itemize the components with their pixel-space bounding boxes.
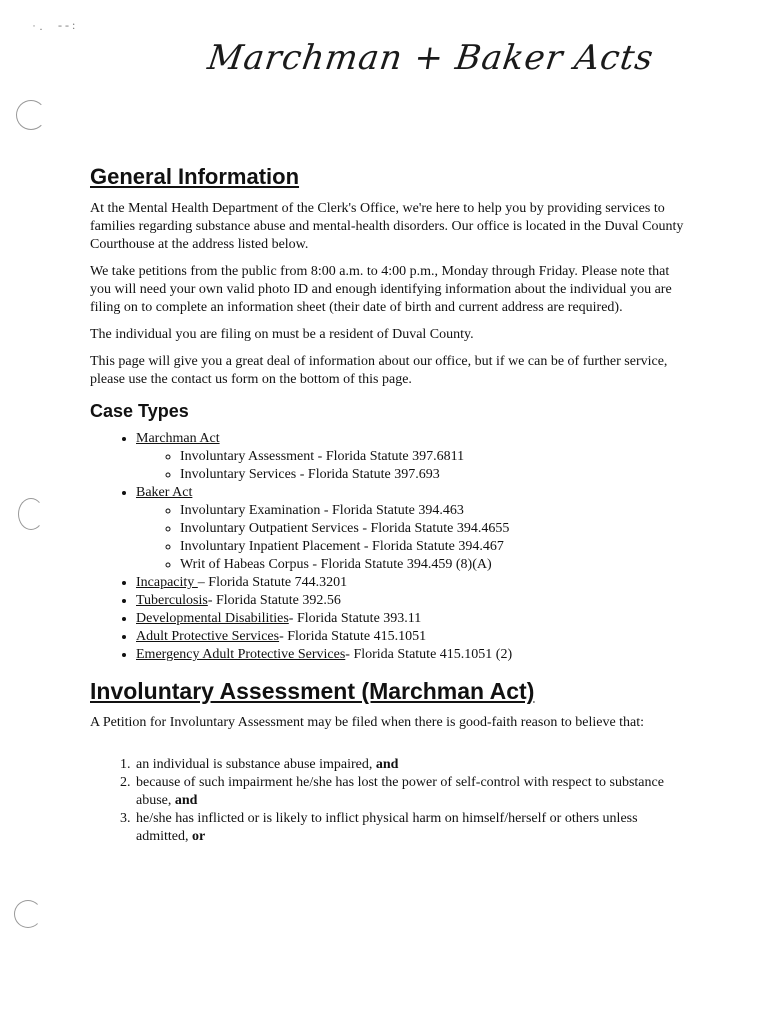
criterion-conjunction: or	[192, 829, 206, 844]
criterion-conjunction: and	[375, 757, 399, 772]
case-types-heading: Case Types	[90, 401, 189, 421]
developmental-disabilities-link[interactable]: Developmental Disabilities	[136, 611, 289, 626]
scan-speck: - - :	[58, 18, 76, 32]
baker-act-link[interactable]: Baker Act	[136, 485, 193, 500]
statute-text: – Florida Statute 744.3201	[197, 575, 348, 590]
statute-text: - Florida Statute 392.56	[207, 593, 341, 608]
list-item: ◦ Involuntary Assessment - Florida Statute 397.6811	[180, 448, 690, 466]
list-item: ◦ Involuntary Inpatient Placement - Florida Statute 394.467	[180, 538, 690, 556]
list-item	[134, 774, 690, 810]
involuntary-assessment-heading: Involuntary Assessment (Marchman Act)	[90, 678, 535, 704]
incapacity-link[interactable]: Incapacity	[136, 575, 198, 590]
assessment-intro: A Petition for Involuntary Assessment may be filed when there is good-faith reason to believe that:	[90, 715, 645, 730]
criterion-text: because of such impairment he/she has lost the power of self-control with respect to substance abuse,	[136, 775, 664, 808]
statute-text: - Florida Statute 415.1051 (2)	[345, 647, 513, 662]
adult-protective-services-link[interactable]: Adult Protective Services	[136, 629, 280, 644]
tuberculosis-link[interactable]: Tuberculosis	[136, 593, 208, 608]
handwritten-title: Marchman + Baker Acts	[205, 38, 657, 78]
marchman-act-link[interactable]: Marchman Act	[136, 431, 220, 446]
list-item	[136, 574, 690, 592]
list-item: ◦ Involuntary Outpatient Services - Florida Statute 394.4655	[180, 520, 690, 538]
statute-text: - Florida Statute 415.1051	[279, 629, 427, 644]
list-item	[136, 628, 690, 646]
criterion-text: he/she has inflicted or is likely to inflict physical harm on himself/herself or others unless admitted,	[136, 811, 638, 844]
criterion-text: an individual is substance abuse impaired,	[136, 757, 376, 772]
scan-speck: ˙ ·	[32, 22, 43, 36]
punch-hole-mark	[18, 498, 44, 530]
list-item	[136, 592, 690, 610]
list-item	[134, 756, 690, 774]
list-item	[136, 646, 690, 664]
baker-sublist	[136, 502, 690, 574]
list-item	[136, 610, 690, 628]
general-paragraph-3: The individual you are filing on must be a resident of Duval County.	[90, 327, 474, 342]
document-body	[90, 160, 690, 846]
case-types-list	[90, 430, 690, 664]
list-item: ◦ Writ of Habeas Corpus - Florida Statute 394.459 (8)(A)	[180, 556, 690, 574]
list-item: ◦ Involuntary Services - Florida Statute 397.693	[180, 466, 690, 484]
criterion-conjunction: and	[174, 793, 198, 808]
punch-hole-mark	[14, 900, 42, 928]
general-information-heading: General Information	[90, 164, 300, 189]
assessment-criteria-list	[90, 756, 690, 846]
general-paragraph-1: At the Mental Health Department of the Clerk's Office, we're here to help you by providing services to families regarding substance abuse and mental-health disorders. Our office is located in the Duval County Courthouse at the address listed below.	[90, 201, 684, 252]
general-paragraph-4: This page will give you a great deal of information about our office, but if we can be of further service, please use the contact us form on the bottom of this page.	[90, 354, 668, 387]
list-item	[136, 430, 690, 484]
emergency-adult-protective-services-link[interactable]: Emergency Adult Protective Services	[136, 647, 346, 662]
punch-hole-mark	[16, 100, 46, 130]
statute-text: - Florida Statute 393.11	[288, 611, 422, 626]
marchman-sublist	[136, 448, 690, 484]
list-item	[136, 484, 690, 574]
list-item: ◦ Involuntary Examination - Florida Statute 394.463	[180, 502, 690, 520]
general-paragraph-2: We take petitions from the public from 8:00 a.m. to 4:00 p.m., Monday through Friday. Please note that you will need your own valid photo ID and enough identifying information about the individual you are filing on to complete an information sheet (their date of birth and current address are required).	[90, 264, 672, 315]
list-item	[134, 810, 690, 846]
